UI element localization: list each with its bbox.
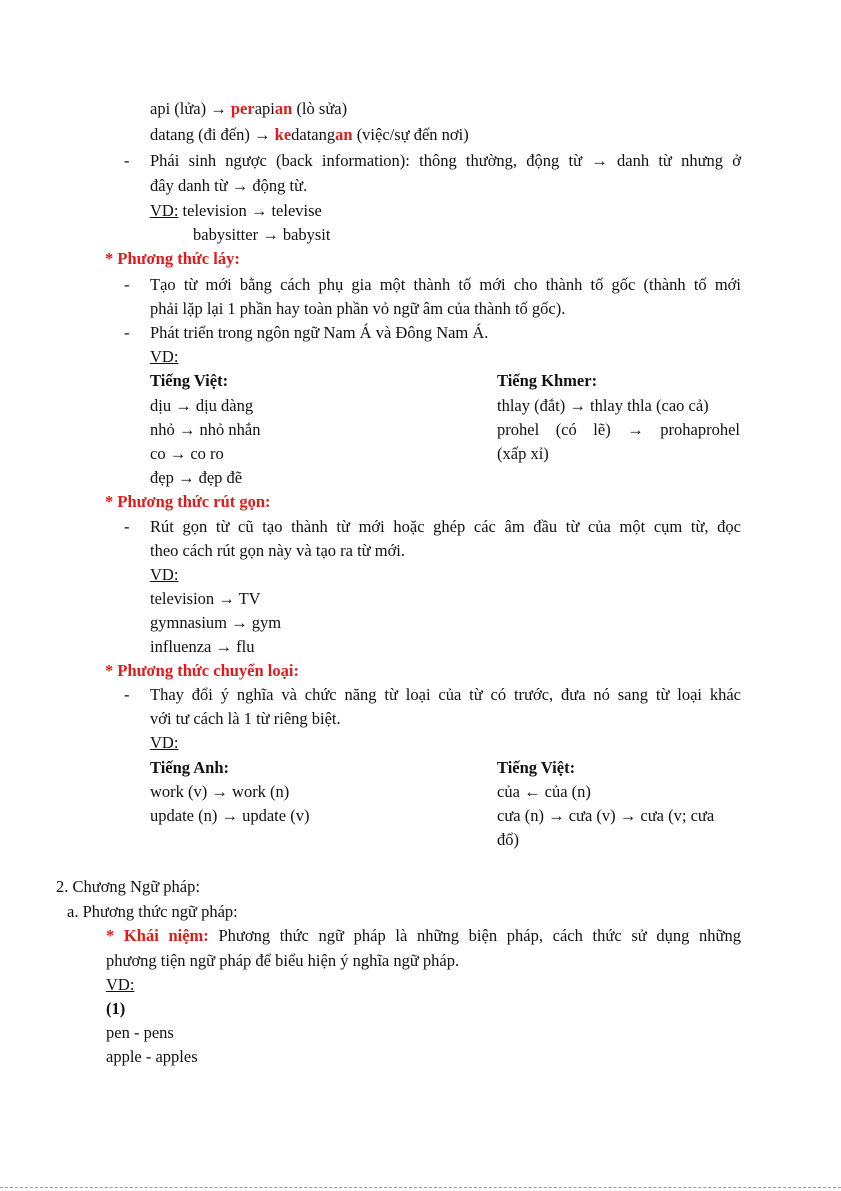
- affix-highlight: per: [230, 99, 255, 118]
- example-line: [150, 98, 347, 120]
- list-bullet: -: [124, 323, 130, 342]
- vd-label: VD:: [150, 347, 179, 366]
- paragraph-line: Rút gọn từ cũ tạo thành từ mới hoặc ghép các âm đầu từ của một cụm từ, đọc: [150, 517, 741, 536]
- list-bullet: -: [124, 517, 130, 536]
- vd-label: VD:: [106, 975, 135, 994]
- paragraph-line: theo cách rút gọn này và tạo ra từ mới.: [150, 541, 406, 560]
- list-item: television → TV: [150, 589, 261, 608]
- example-text: api (lửa) →: [150, 99, 231, 118]
- example-text: datang: [291, 125, 336, 144]
- list-item: update (n) → update (v): [150, 806, 310, 825]
- paragraph-line: Phát triển trong ngôn ngữ Nam Á và Đông Nam Á.: [150, 323, 489, 342]
- example-number: (1): [106, 999, 126, 1018]
- paragraph-line: phải lặp lại 1 phần hay toàn phần vỏ ngữ âm của thành tố gốc).: [150, 299, 566, 318]
- section-heading: * Phương thức chuyển loại:: [105, 661, 299, 680]
- list-item: dịu → dịu dàng: [150, 396, 254, 415]
- list-item: work (v) → work (n): [150, 782, 290, 801]
- example-line: babysitter → babysit: [193, 225, 331, 244]
- vd-label: VD:: [150, 733, 179, 752]
- list-bullet: -: [124, 151, 130, 170]
- section-heading: * Phương thức rút gọn:: [105, 492, 271, 511]
- list-item: cưa (n) → cưa (v) → cưa (v; cưa: [497, 806, 715, 825]
- chapter-heading: 2. Chương Ngữ pháp:: [56, 877, 200, 896]
- column-title: Tiếng Việt:: [150, 371, 229, 390]
- list-item: đẹp → đẹp đẽ: [150, 468, 243, 487]
- vd-label: VD:: [150, 201, 179, 220]
- vd-label: VD:: [150, 565, 179, 584]
- list-item: gymnasium → gym: [150, 613, 282, 632]
- list-item: nhỏ → nhỏ nhắn: [150, 420, 261, 439]
- paragraph-line: đây danh từ → động từ.: [150, 176, 308, 195]
- subsection-heading: a. Phương thức ngữ pháp:: [67, 902, 238, 921]
- list-item: (xấp xỉ): [497, 444, 549, 463]
- example-text: television → televise: [178, 201, 322, 220]
- list-item: apple - apples: [106, 1047, 198, 1066]
- example-text: datang (đi đến) →: [150, 125, 275, 144]
- page-border: [0, 1187, 841, 1188]
- definition-text: Phương thức ngữ pháp là những biện pháp, cách thức sử dụng những: [208, 926, 742, 945]
- paragraph-line: với tư cách là 1 từ riêng biệt.: [150, 709, 341, 728]
- list-item: pen - pens: [106, 1023, 174, 1042]
- definition-line: [106, 925, 741, 947]
- example-text: (việc/sự đến nơi): [352, 125, 469, 144]
- list-item: đổ): [497, 830, 519, 849]
- affix-highlight: ke: [274, 125, 292, 144]
- example-line: [150, 200, 322, 222]
- example-line: [150, 124, 469, 146]
- list-item: của ← của (n): [497, 782, 591, 801]
- affix-highlight: an: [274, 99, 293, 118]
- section-heading: * Phương thức láy:: [105, 249, 240, 268]
- column-title: Tiếng Khmer:: [497, 371, 598, 390]
- list-bullet: -: [124, 275, 130, 294]
- affix-highlight: an: [335, 125, 353, 144]
- list-item: influenza → flu: [150, 637, 255, 656]
- column-title: Tiếng Việt:: [497, 758, 576, 777]
- paragraph-line: Phái sinh ngược (back information): thông thường, động từ → danh từ nhưng ở: [150, 151, 741, 170]
- definition-label: * Khái niệm:: [106, 926, 209, 945]
- paragraph-line: Thay đổi ý nghĩa và chức năng từ loại của từ có trước, đưa nó sang từ loại khác: [150, 685, 741, 704]
- example-text: (lò sửa): [292, 99, 348, 118]
- paragraph-line: Tạo từ mới bằng cách phụ gia một thành tố mới cho thành tố gốc (thành tố mới: [150, 275, 741, 294]
- list-item: prohel (có lẽ) → prohaprohel: [497, 420, 740, 439]
- list-item: co → co ro: [150, 444, 224, 463]
- example-text: api: [254, 99, 275, 118]
- list-item: thlay (đắt) → thlay thla (cao cả): [497, 396, 709, 415]
- column-title: Tiếng Anh:: [150, 758, 230, 777]
- definition-line: phương tiện ngữ pháp để biểu hiện ý nghĩa ngữ pháp.: [106, 951, 460, 970]
- list-bullet: -: [124, 685, 130, 704]
